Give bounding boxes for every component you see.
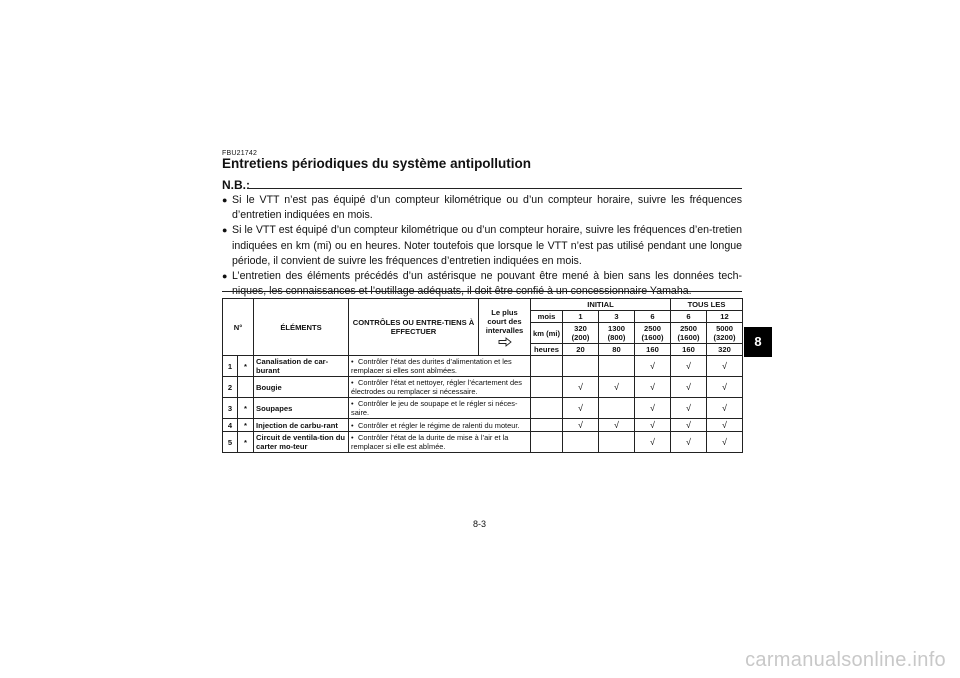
- check-icon: √: [650, 403, 655, 413]
- maintenance-table: [222, 298, 743, 453]
- check-cell: [531, 398, 563, 419]
- check-icon: √: [650, 382, 655, 392]
- check-cell: [707, 377, 743, 398]
- interval-value: 3: [599, 311, 635, 323]
- check-cell: [671, 356, 707, 377]
- note-item: ● Si le VTT n’est pas équipé d’un compteur kilométrique ou d’un compteur horaire, suivre les fréquences d’entretien indiquées en mois.: [222, 194, 742, 222]
- table-row: [223, 432, 743, 453]
- check-icon: √: [686, 361, 691, 371]
- interval-value: 20: [563, 344, 599, 356]
- item-number: 3: [223, 398, 238, 419]
- check-cell: [563, 377, 599, 398]
- item-action: • Contrôler l’état et nettoyer, régler l’écartement des électrodes ou remplacer si nécessaire.: [349, 377, 531, 398]
- table-row: [223, 356, 743, 377]
- interval-value: 160: [671, 344, 707, 356]
- item-star: [238, 377, 254, 398]
- item-action: • Contrôler l’état de la durite de mise à l’air et la remplacer si elle est abîmée.: [349, 432, 531, 453]
- interval-value: 80: [599, 344, 635, 356]
- item-action: • Contrôler le jeu de soupape et le régler si néces-saire.: [349, 398, 531, 419]
- footer-watermark: carmanualsonline.info: [745, 649, 946, 671]
- interval-value: 160: [635, 344, 671, 356]
- bullet-icon: ●: [222, 195, 228, 205]
- bullet-icon: •: [351, 357, 354, 366]
- check-cell: [531, 356, 563, 377]
- check-icon: √: [650, 361, 655, 371]
- check-icon: √: [722, 403, 727, 413]
- check-cell: [531, 432, 563, 453]
- note-item: ● Si le VTT est équipé d’un compteur kilométrique ou d’un compteur horaire, suivre les fréquences d’en-tretien indiquées en km (mi) ou en heures. Noter toutefois que lorsque le VTT n’est pas utilisé pendant une longue période, il convient de suivre les fréquences d’entretien indiquées en mois.: [222, 224, 742, 267]
- check-icon: √: [722, 437, 727, 447]
- check-icon: √: [578, 420, 583, 430]
- unit-label: heures: [531, 344, 563, 356]
- document-code: FBU21742: [222, 150, 258, 157]
- note-item: ● L’entretien des éléments précédés d’un astérisque ne pouvant être mené à bien sans les données tech-niques, les connaissances et l’outillage adéquats, il doit être confié à un concessionnaire Yamaha.: [222, 270, 742, 298]
- item-star: *: [238, 432, 254, 453]
- item-star: *: [238, 398, 254, 419]
- check-cell: [707, 356, 743, 377]
- unit-label: mois: [531, 311, 563, 323]
- item-action: • Contrôler l’état des durites d’alimentation et les remplacer si elles sont abîmées.: [349, 356, 531, 377]
- col-header-interval: [479, 299, 531, 356]
- item-number: 4: [223, 419, 238, 432]
- item-action: • Contrôler et régler le régime de ralenti du moteur.: [349, 419, 531, 432]
- check-icon: √: [722, 420, 727, 430]
- check-cell: [599, 432, 635, 453]
- nb-rule: [247, 188, 742, 189]
- check-cell: [563, 356, 599, 377]
- section-title: Entretiens périodiques du système antipollution: [222, 156, 532, 171]
- check-cell: [563, 432, 599, 453]
- bullet-icon: •: [351, 433, 354, 442]
- check-cell: [635, 432, 671, 453]
- check-icon: √: [614, 420, 619, 430]
- bullet-icon: ●: [222, 225, 228, 236]
- check-cell: [531, 377, 563, 398]
- maintenance-items: [223, 356, 743, 453]
- col-header-elements: ÉLÉMENTS: [254, 299, 349, 356]
- col-header-number: N°: [223, 299, 254, 356]
- arrow-right-icon: [498, 337, 512, 347]
- item-element: Circuit de ventila-tion du carter mo-teur: [254, 432, 349, 453]
- item-number: 5: [223, 432, 238, 453]
- chapter-tab: 8: [744, 327, 772, 357]
- bullet-icon: •: [351, 420, 354, 430]
- interval-value: 12: [707, 311, 743, 323]
- col-header-tous-les: TOUS LES: [671, 299, 743, 311]
- check-icon: √: [650, 437, 655, 447]
- check-icon: √: [578, 403, 583, 413]
- check-icon: √: [722, 382, 727, 392]
- check-cell: [599, 377, 635, 398]
- check-cell: [707, 432, 743, 453]
- check-cell: [531, 419, 563, 432]
- item-element: Soupapes: [254, 398, 349, 419]
- check-cell: [671, 419, 707, 432]
- check-icon: √: [686, 403, 691, 413]
- check-cell: [671, 377, 707, 398]
- page-number: 8-3: [473, 519, 487, 529]
- check-icon: √: [722, 361, 727, 371]
- interval-value: 2500 (1600): [635, 323, 671, 344]
- check-icon: √: [650, 420, 655, 430]
- item-element: Canalisation de car-burant: [254, 356, 349, 377]
- table-row: [223, 377, 743, 398]
- interval-value: 6: [671, 311, 707, 323]
- check-icon: √: [614, 382, 619, 392]
- col-header-controls: CONTRÔLES OU ENTRE-TIENS À EFFECTUER: [349, 299, 479, 356]
- item-element: Bougie: [254, 377, 349, 398]
- interval-value: 6: [635, 311, 671, 323]
- check-cell: [563, 398, 599, 419]
- interval-value: 1300 (800): [599, 323, 635, 344]
- bullet-icon: ●: [222, 271, 228, 282]
- bullet-icon: •: [351, 399, 354, 408]
- notes-list: [222, 193, 742, 299]
- check-cell: [635, 398, 671, 419]
- check-icon: √: [686, 420, 691, 430]
- check-icon: √: [686, 382, 691, 392]
- check-cell: [707, 419, 743, 432]
- interval-value: 2500 (1600): [671, 323, 707, 344]
- check-cell: [635, 377, 671, 398]
- nb-label: N.B.:: [222, 178, 250, 192]
- check-cell: [599, 419, 635, 432]
- check-icon: √: [578, 382, 583, 392]
- check-cell: [563, 419, 599, 432]
- check-cell: [707, 398, 743, 419]
- item-number: 2: [223, 377, 238, 398]
- interval-label: Le plus court des intervalles: [485, 307, 524, 335]
- table-row: [223, 419, 743, 432]
- unit-label: km (mi): [531, 323, 563, 344]
- check-cell: [671, 432, 707, 453]
- interval-value: 320 (200): [563, 323, 599, 344]
- interval-value: 1: [563, 311, 599, 323]
- check-cell: [671, 398, 707, 419]
- check-icon: √: [686, 437, 691, 447]
- check-cell: [599, 398, 635, 419]
- check-cell: [635, 419, 671, 432]
- table-header-row: [223, 299, 743, 311]
- bullet-icon: •: [351, 378, 354, 387]
- item-number: 1: [223, 356, 238, 377]
- check-cell: [635, 356, 671, 377]
- table-row: [223, 398, 743, 419]
- item-star: *: [238, 419, 254, 432]
- item-star: *: [238, 356, 254, 377]
- interval-value: 320: [707, 344, 743, 356]
- item-element: Injection de carbu-rant: [254, 419, 349, 432]
- notes-end-rule: [222, 291, 742, 292]
- nb-header: [222, 178, 742, 192]
- check-cell: [599, 356, 635, 377]
- interval-value: 5000 (3200): [707, 323, 743, 344]
- col-header-initial: INITIAL: [531, 299, 671, 311]
